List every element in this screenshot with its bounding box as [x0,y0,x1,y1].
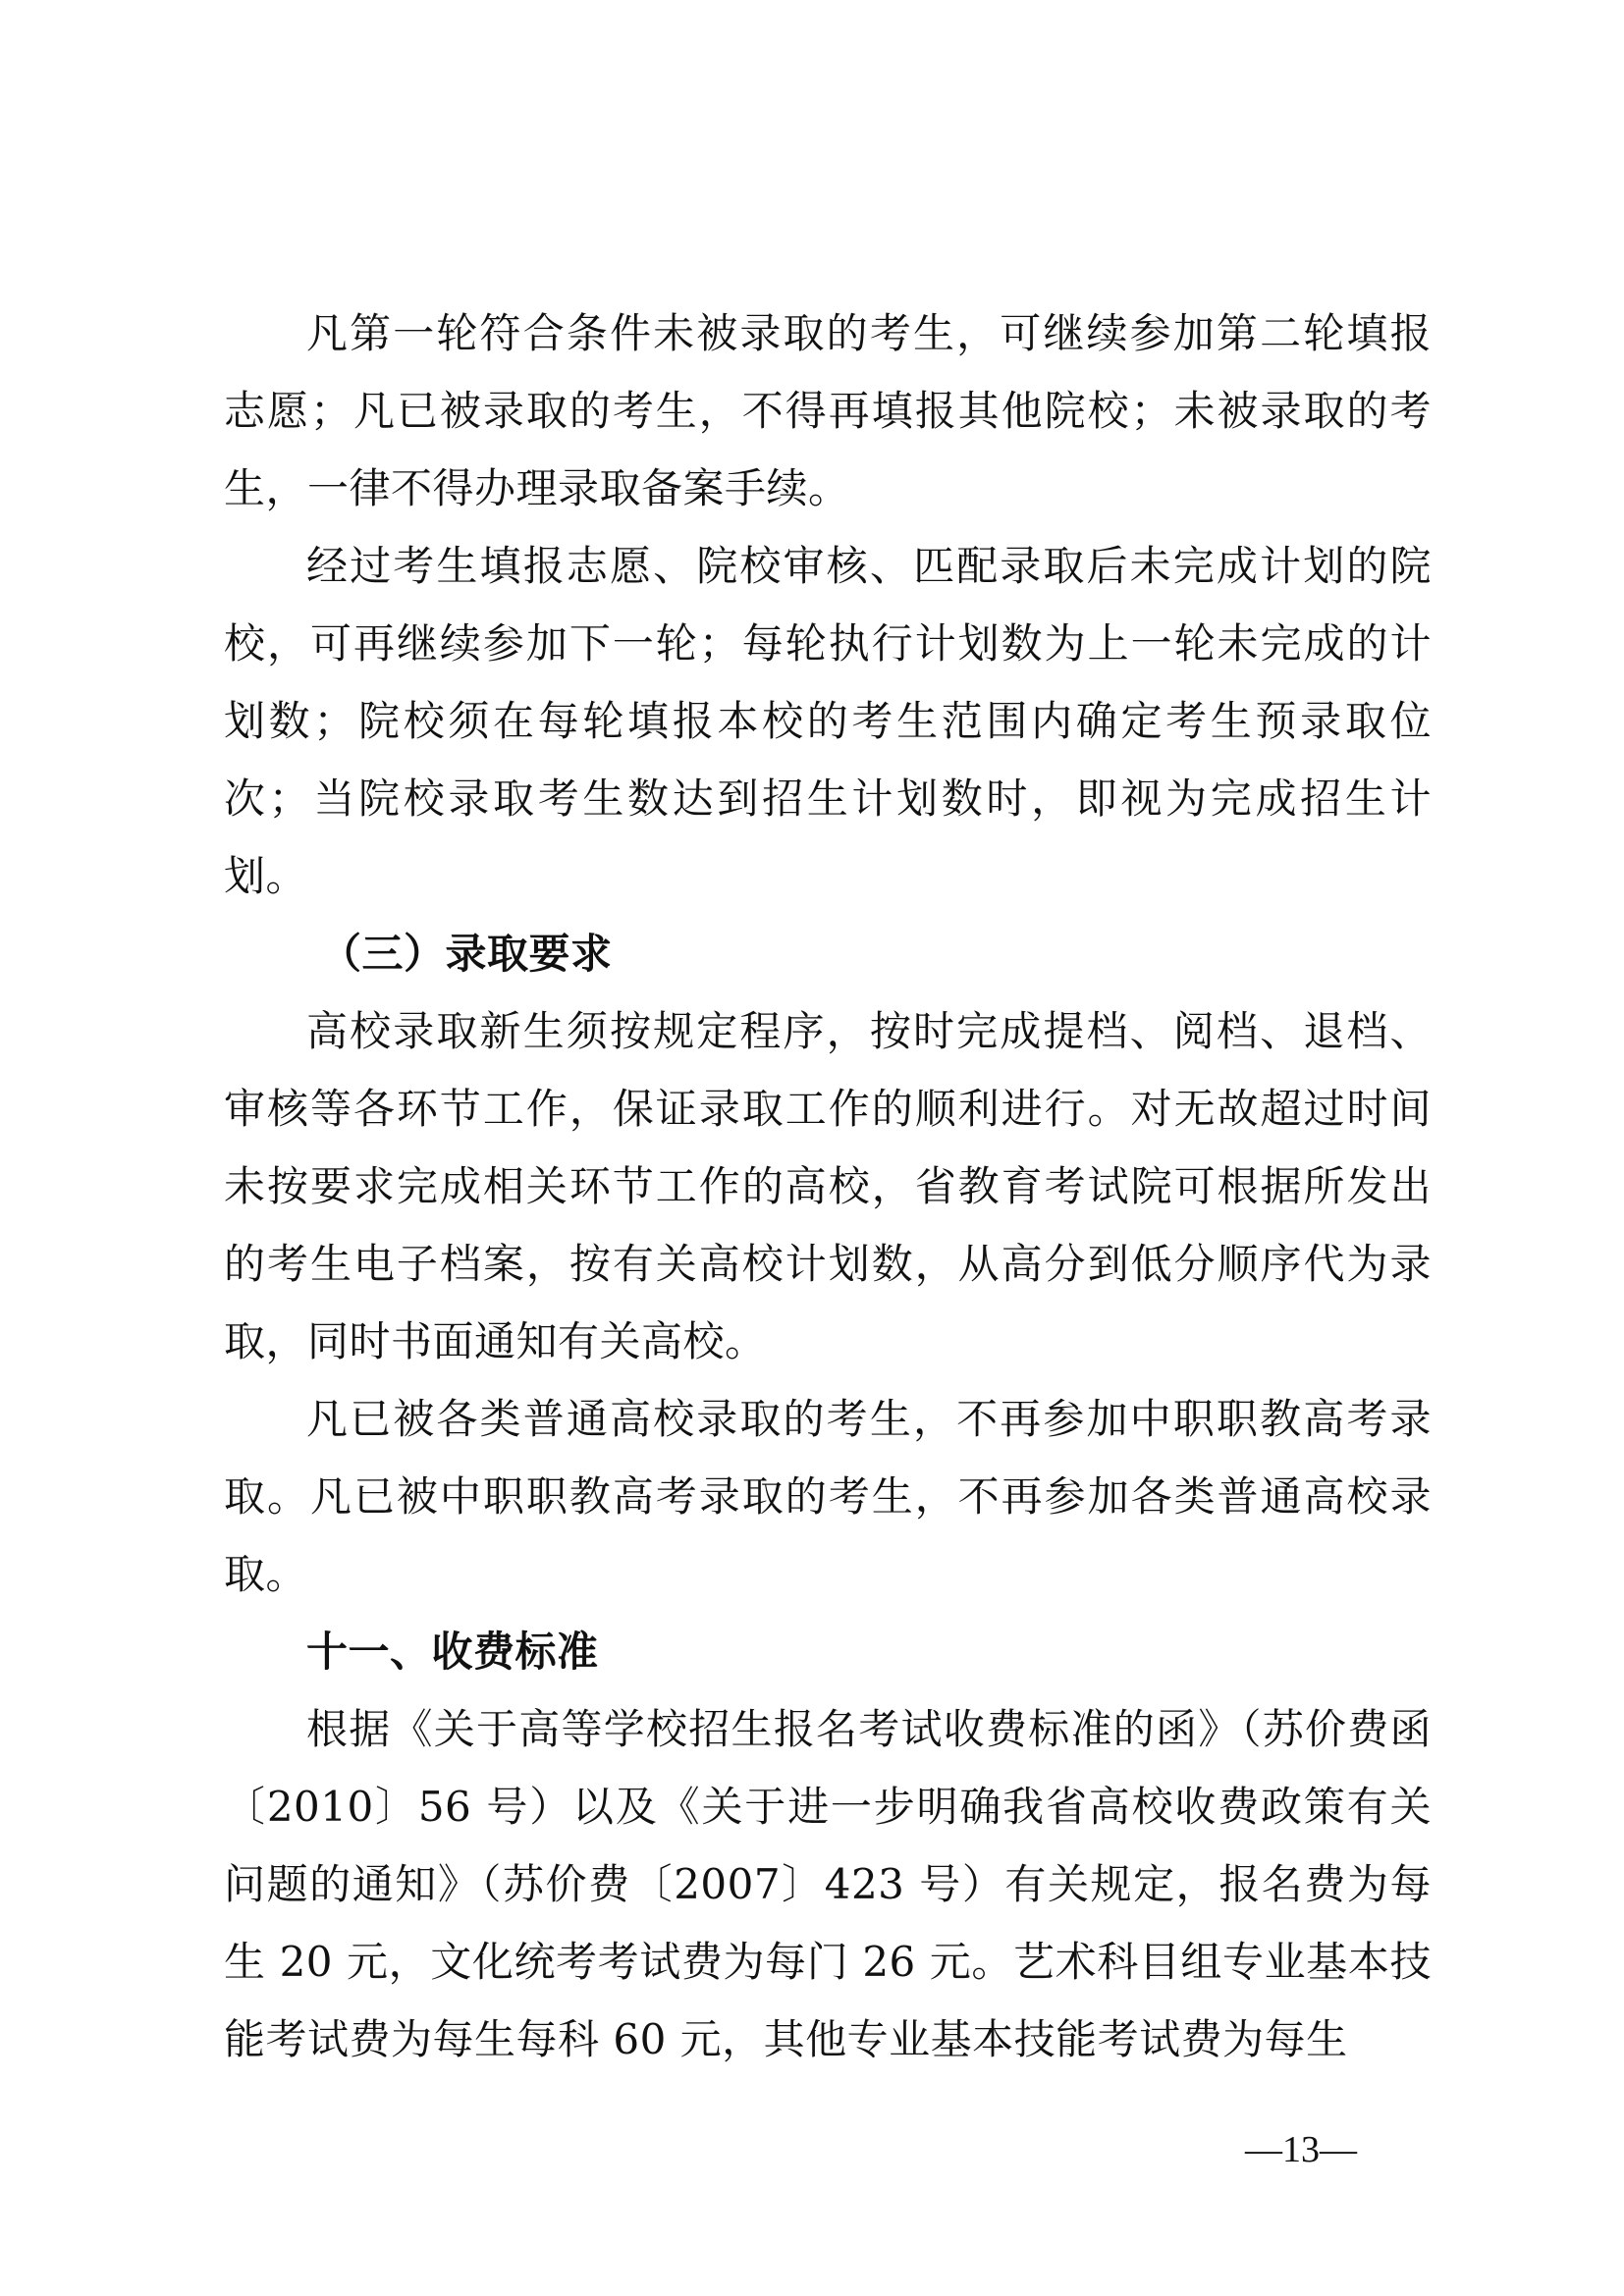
paragraph-exclusive-admission: 凡已被各类普通高校录取的考生，不再参加中职职教高考录取。凡已被中职职教高考录取的考生，不再参加各类普通高校录取。 [224,1395,1432,1598]
section-heading-fee-standard: 十一、收费标准 [306,1628,599,1676]
document-body [224,294,1432,2078]
paragraph-second-round: 凡第一轮符合条件未被录取的考生，可继续参加第二轮填报志愿；凡已被录取的考生，不得再填报其他院校；未被录取的考生，一律不得办理录取备案手续。 [224,309,1432,512]
paragraph-fee-details: 根据《关于高等学校招生报名考试收费标准的函》（苏价费函〔2010〕56 号）以及《关于进一步明确我省高校收费政策有关问题的通知》（苏价费〔2007〕423 号）有关规定，报名费为每生 20 元，文化统考考试费为每门 26 元。艺术科目组专业基本技能考试费为每生每科 60 元，其他专业基本技能考试费为每生 [224,1705,1432,2063]
section-heading-admission-requirements: （三）录取要求 [320,930,613,978]
paragraph-admission-procedure: 高校录取新生须按规定程序，按时完成提档、阅档、退档、审核等各环节工作，保证录取工作的顺利进行。对无故超过时间未按要求完成相关环节工作的高校，省教育考试院可根据所发出的考生电子档案，按有关高校计划数，从高分到低分顺序代为录取，同时书面通知有关高校。 [224,1007,1432,1365]
paragraph-next-round: 经过考生填报志愿、院校审核、匹配录取后未完成计划的院校，可再继续参加下一轮；每轮执行计划数为上一轮未完成的计划数；院校须在每轮填报本校的考生范围内确定考生预录取位次；当院校录取考生数达到招生计划数时，即视为完成招生计划。 [224,542,1432,900]
page-number: —13— [1245,2129,1357,2170]
